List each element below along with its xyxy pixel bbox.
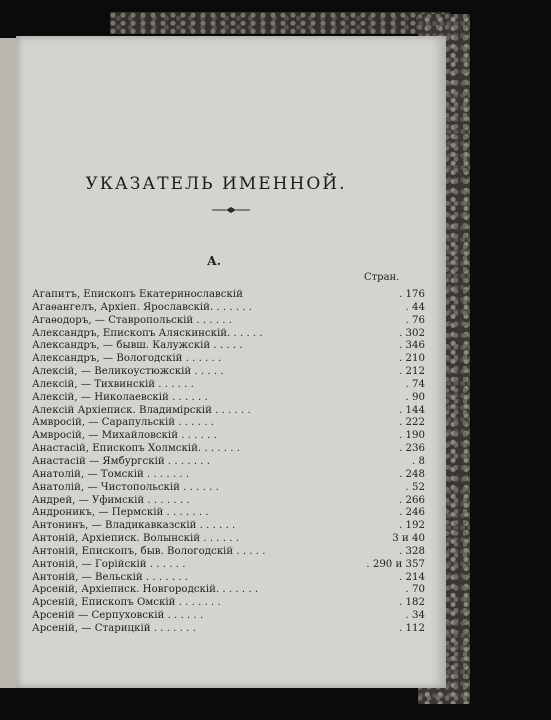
entry-page-number: . 182 bbox=[399, 597, 425, 609]
index-entry bbox=[32, 366, 425, 379]
entry-name: Анатолій, — Томскій . . . . . . . bbox=[32, 468, 190, 480]
entry-name: Антоній, Епископъ, быв. Вологодскій . . . . . bbox=[32, 545, 266, 557]
index-entry bbox=[32, 302, 425, 315]
entry-page-number: 3 и 40 bbox=[392, 533, 425, 545]
entry-page-number: . 70 bbox=[405, 584, 425, 596]
entry-page-number: . 346 bbox=[399, 340, 425, 352]
entry-name: Александръ, — Вологодскій . . . . . . bbox=[32, 353, 222, 365]
entry-name: Антоній, Архіеписк. Волынскій . . . . . . bbox=[32, 533, 239, 545]
entry-name: Алексій, — Великоустюжскій . . . . . bbox=[32, 366, 224, 378]
entry-page-number: . 34 bbox=[405, 610, 425, 622]
entry-page-number: . 210 bbox=[399, 353, 425, 365]
entry-page-number: . 328 bbox=[399, 545, 425, 557]
book-cover-top-edge bbox=[110, 12, 450, 34]
index-entry bbox=[32, 546, 425, 559]
entry-page-number: . 74 bbox=[405, 378, 425, 390]
entry-name: Агаѳодоръ, — Ставропольскій . . . . . . bbox=[32, 314, 233, 326]
index-entry bbox=[32, 495, 425, 508]
entry-page-number: . 190 bbox=[399, 430, 425, 442]
entry-name: Алексій Архіеписк. Владимірскій . . . . . . bbox=[32, 404, 251, 416]
entry-page-number: . 248 bbox=[399, 468, 425, 480]
entry-name: Анастасій, Епископъ Холмскій. . . . . . . bbox=[32, 443, 240, 455]
index-entry bbox=[32, 597, 425, 610]
entry-page-number: . 246 bbox=[399, 507, 425, 519]
entry-page-number: . 290 и 357 bbox=[366, 558, 425, 570]
entry-page-number: . 236 bbox=[399, 443, 425, 455]
entry-name: Амвросій, — Сарапульскій . . . . . . bbox=[32, 417, 214, 429]
index-entry bbox=[32, 584, 425, 597]
index-entry bbox=[32, 353, 425, 366]
index-entry bbox=[32, 443, 425, 456]
entry-page-number: . 192 bbox=[399, 520, 425, 532]
entry-name: Арсеній, — Старицкій . . . . . . . bbox=[32, 622, 196, 634]
entry-page-number: . 214 bbox=[399, 571, 425, 583]
entry-name: Александръ, — бывш. Калужскій . . . . . bbox=[32, 340, 243, 352]
entry-name: Анатолій, — Чистопольскій . . . . . . bbox=[32, 481, 219, 493]
entry-name: Антоній, — Горійскій . . . . . . bbox=[32, 558, 186, 570]
entry-page-number: . 44 bbox=[405, 301, 425, 313]
entry-name: Арсеній, Епископъ Омскій . . . . . . . bbox=[32, 597, 221, 609]
index-entry bbox=[32, 469, 425, 482]
entry-name: Арсеній, Архіеписк. Новгородскій. . . . . . . bbox=[32, 584, 259, 596]
page-title: УКАЗАТЕЛЬ ИМЕННОЙ. bbox=[85, 174, 347, 194]
index-entry bbox=[32, 392, 425, 405]
index-entry bbox=[32, 520, 425, 533]
ornament-divider bbox=[212, 206, 250, 214]
index-entry bbox=[32, 417, 425, 430]
index-entry bbox=[32, 289, 425, 302]
entry-name: Антоній, — Вельскій . . . . . . . bbox=[32, 571, 189, 583]
entry-page-number: . 76 bbox=[405, 314, 425, 326]
index-entry bbox=[32, 482, 425, 495]
entry-page-number: . 266 bbox=[399, 494, 425, 506]
entry-page-number: . 302 bbox=[399, 327, 425, 339]
entry-page-number: . 176 bbox=[399, 289, 425, 300]
entry-page-number: . 144 bbox=[399, 404, 425, 416]
index-entry bbox=[32, 456, 425, 469]
entry-page-number: . 112 bbox=[399, 622, 425, 634]
index-entry bbox=[32, 315, 425, 328]
entry-name: Андрей, — Уфимскій . . . . . . . bbox=[32, 494, 190, 506]
index-entry bbox=[32, 328, 425, 341]
index-entry bbox=[32, 533, 425, 546]
index-entry bbox=[32, 572, 425, 585]
entry-name: Алексій, — Николаевскій . . . . . . bbox=[32, 391, 208, 403]
book-page bbox=[16, 36, 446, 688]
entry-page-number: . 90 bbox=[405, 391, 425, 403]
entry-name: Александръ, Епископъ Аляскинскій. . . . . . bbox=[32, 327, 263, 339]
entry-name: Агаѳангелъ, Архіеп. Ярославскій. . . . . . . bbox=[32, 301, 253, 313]
entry-page-number: . 52 bbox=[405, 481, 425, 493]
section-letter: А. bbox=[207, 254, 221, 268]
entry-name: Арсеній — Серпуховскій . . . . . . bbox=[32, 610, 204, 622]
entry-page-number: . 222 bbox=[399, 417, 425, 429]
index-entry bbox=[32, 340, 425, 353]
index-entry bbox=[32, 379, 425, 392]
index-entry bbox=[32, 559, 425, 572]
entry-name: Антонинъ, — Владикавказскій . . . . . . bbox=[32, 520, 236, 532]
index-entry bbox=[32, 623, 425, 636]
index-entry bbox=[32, 610, 425, 623]
index-entry bbox=[32, 507, 425, 520]
entry-page-number: . 212 bbox=[399, 366, 425, 378]
entry-name: Алексій, — Тихвинскій . . . . . . bbox=[32, 378, 194, 390]
index-entry bbox=[32, 430, 425, 443]
entry-name: Агапитъ, Епископъ Екатеринославскій bbox=[32, 289, 243, 300]
entry-name: Анастасій — Ямбургскій . . . . . . . bbox=[32, 455, 211, 467]
index-entry bbox=[32, 405, 425, 418]
entry-name: Амвросій, — Михайловскій . . . . . . bbox=[32, 430, 217, 442]
page-column-header: Стран. bbox=[364, 272, 400, 283]
entry-page-number: . 8 bbox=[412, 455, 425, 467]
index-list bbox=[32, 289, 425, 636]
entry-name: Андроникъ, — Пермскій . . . . . . . bbox=[32, 507, 209, 519]
